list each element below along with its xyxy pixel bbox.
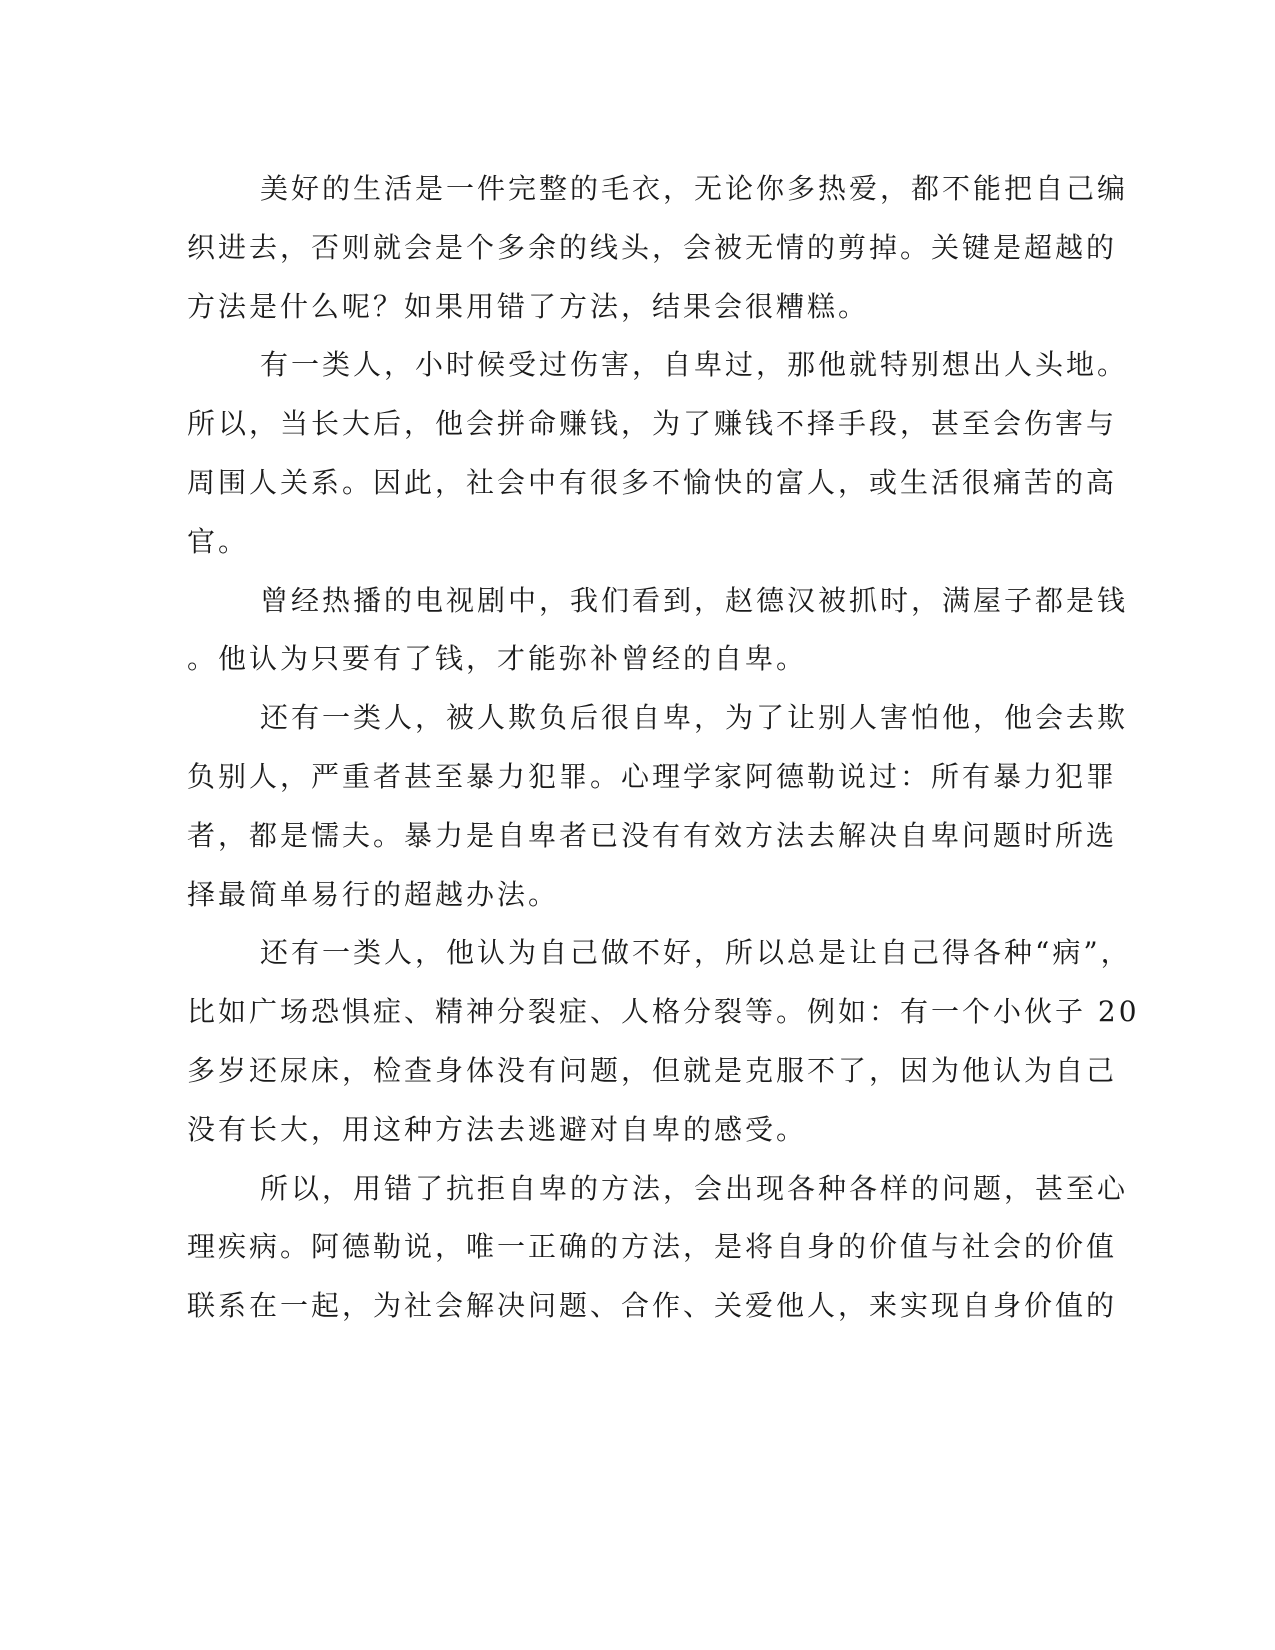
text-line: 没有长大，用这种方法去逃避对自卑的感受。 (187, 1112, 808, 1146)
text-line: 。他认为只要有了钱，才能弥补曾经的自卑。 (187, 642, 808, 676)
text-line: 官。 (187, 524, 250, 558)
text-line: 方法是什么呢？如果用错了方法，结果会很糟糕。 (187, 289, 870, 323)
text-line: 多岁还尿床，检查身体没有问题，但就是克服不了，因为他认为自己 (187, 1053, 1118, 1087)
paragraph-3 (187, 572, 1129, 690)
text-line: 曾经热播的电视剧中，我们看到，赵德汉被抓时，满屋子都是钱 (260, 583, 1129, 617)
text-line: 比如广场恐惧症、精神分裂症、人格分裂等。例如：有一个小伙子 20 (187, 995, 1140, 1029)
text-line: 所以，用错了抗拒自卑的方法，会出现各种各样的问题，甚至心 (260, 1171, 1129, 1205)
text-line: 负别人，严重者甚至暴力犯罪。心理学家阿德勒说过：所有暴力犯罪 (187, 759, 1118, 793)
text-line: 织进去，否则就会是个多余的线头，会被无情的剪掉。关键是超越的 (187, 230, 1118, 264)
text-line: 所以，当长大后，他会拼命赚钱，为了赚钱不择手段，甚至会伤害与 (187, 407, 1118, 441)
text-line: 美好的生活是一件完整的毛衣，无论你多热爱，都不能把自己编 (260, 172, 1129, 205)
text-line: 理疾病。阿德勒说，唯一正确的方法，是将自身的价值与社会的价值 (187, 1230, 1118, 1264)
text-line: 还有一类人，被人欺负后很自卑，为了让别人害怕他，他会去欺 (260, 701, 1129, 735)
paragraph-5 (187, 924, 1140, 1159)
text-line: 择最简单易行的超越办法。 (187, 877, 560, 911)
paragraph-2 (187, 336, 1129, 571)
text-line: 者，都是懦夫。暴力是自卑者已没有有效方法去解决自卑问题时所选 (187, 818, 1118, 852)
paragraph-6 (187, 1160, 1129, 1336)
text-line: 还有一类人，他认为自己做不好，所以总是让自己得各种“病”， (260, 936, 1132, 970)
paragraph-1 (187, 160, 1129, 336)
text-line: 有一类人，小时候受过伤害，自卑过，那他就特别想出人头地。 (260, 348, 1129, 382)
paragraph-4 (187, 689, 1129, 924)
text-line: 周围人关系。因此，社会中有很多不愉快的富人，或生活很痛苦的高 (187, 465, 1118, 499)
text-line: 联系在一起，为社会解决问题、合作、关爱他人，来实现自身价值的 (187, 1289, 1118, 1323)
document-body (187, 160, 1140, 1336)
